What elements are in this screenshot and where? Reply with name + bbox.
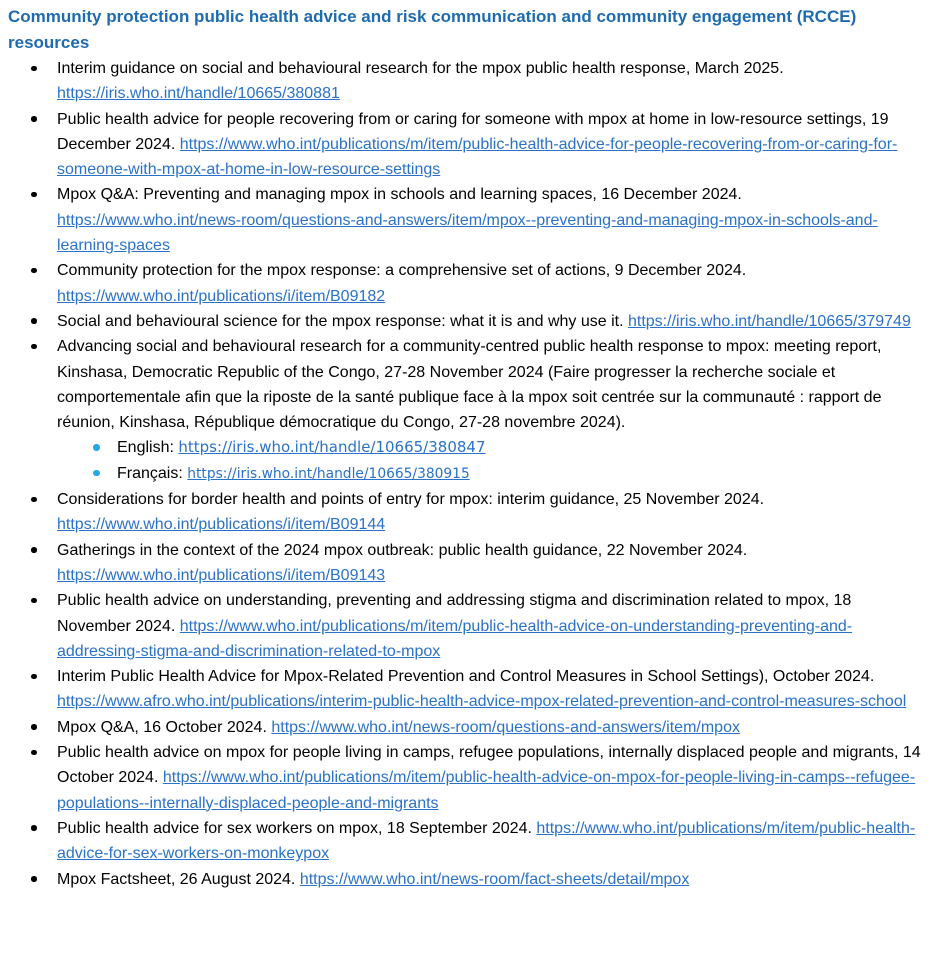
bullet-icon	[31, 318, 37, 324]
sub-list-item	[57, 435, 927, 460]
bullet-marker-column	[8, 867, 57, 892]
resource-text: Interim Public Health Advice for Mpox-Related Prevention and Control Measures in School Settings), October 2024.	[57, 668, 875, 686]
list-item	[8, 334, 935, 487]
sub-item-content	[117, 435, 927, 460]
bullet-marker-column	[8, 182, 57, 258]
bullet-marker-column	[8, 56, 57, 107]
bullet-marker-column	[8, 816, 57, 867]
bullet-marker-column	[8, 309, 57, 334]
resource-link[interactable]: https://www.who.int/publications/i/item/B09143	[57, 566, 386, 584]
sub-item-content	[117, 461, 927, 487]
list-item	[8, 309, 935, 334]
language-sub-list	[57, 435, 927, 487]
list-item-content	[57, 715, 927, 740]
resource-link[interactable]: https://www.who.int/news-room/questions-and-answers/item/mpox	[271, 718, 740, 736]
list-item-content	[57, 740, 927, 816]
list-item	[8, 182, 935, 258]
page-title: Community protection public health advice and risk communication and community engagement (RCCE) resources	[8, 7, 857, 52]
resource-text: Mpox Q&A: Preventing and managing mpox in schools and learning spaces, 16 December 2024.	[57, 186, 742, 204]
bullet-marker-column	[8, 334, 57, 487]
sub-bullet-icon	[93, 444, 100, 451]
list-item	[8, 740, 935, 816]
sub-bullet-marker-column	[57, 435, 117, 460]
sub-bullet-icon	[93, 470, 100, 477]
resource-link[interactable]: https://iris.who.int/handle/10665/379749	[627, 312, 911, 330]
resource-link[interactable]: https://www.who.int/publications/m/item/public-health-advice-for-people-recovering-from-or-caring-for-someone-with-mpox-at-home-in-low-resource-settings	[57, 135, 898, 179]
resource-text: Considerations for border health and points of entry for mpox: interim guidance, 25 November 2024.	[57, 491, 765, 509]
list-item-content	[57, 107, 927, 183]
resource-text: Community protection for the mpox response: a comprehensive set of actions, 9 December 2024.	[57, 262, 747, 280]
bullet-icon	[31, 598, 37, 604]
list-item	[8, 538, 935, 589]
bullet-marker-column	[8, 664, 57, 715]
bullet-icon	[31, 724, 37, 730]
list-item-content	[57, 182, 927, 258]
list-item	[8, 867, 935, 892]
bullet-icon	[31, 750, 37, 756]
bullet-marker-column	[8, 588, 57, 664]
resource-text: Advancing social and behavioural research for a community-centred public health response to mpox: meeting report, Kinshasa, Democratic Republic of the Congo, 27-28 November 2024 (Faire progresser la recherche sociale et comportementale afin que la riposte de la santé publique face à la mpox soit centrée sur la communauté : rapport de réunion, Kinshasa, République démocratique du Congo, 27-28 novembre 2024).	[57, 338, 882, 432]
bullet-marker-column	[8, 487, 57, 538]
resource-text: Interim guidance on social and behavioural research for the mpox public health response, March 2025.	[57, 60, 784, 77]
bullet-marker-column	[8, 107, 57, 183]
resource-text: Public health advice on mpox for people living in camps, refugee populations, internally displaced people and migrants, 14 October 2024.	[57, 744, 921, 787]
list-item-content	[57, 487, 927, 538]
list-item	[8, 487, 935, 538]
resource-link[interactable]: https://www.afro.who.int/publications/interim-public-health-advice-mpox-related-prevention-and-control-measures-school	[57, 693, 907, 711]
bullet-marker-column	[8, 740, 57, 816]
bullet-marker-column	[8, 538, 57, 589]
resource-list	[8, 56, 935, 892]
list-item-content	[57, 334, 927, 487]
resource-link[interactable]: https://www.who.int/publications/m/item/public-health-advice-on-mpox-for-people-living-in-camps--refugee-populations--internally-displaced-people-and-migrants	[57, 769, 916, 812]
language-label: English:	[117, 439, 179, 457]
list-item-content	[57, 258, 927, 309]
resource-link[interactable]: https://www.who.int/publications/m/item/public-health-advice-on-understanding-preventing-and-addressing-stigma-and-discrimination-related-to-mpox	[57, 617, 853, 660]
list-item-content	[57, 56, 927, 107]
list-item	[8, 56, 935, 107]
resource-link[interactable]: https://iris.who.int/handle/10665/380881	[57, 85, 340, 103]
list-item	[8, 664, 935, 715]
language-label: Français:	[117, 464, 188, 482]
list-item	[8, 816, 935, 867]
list-item	[8, 107, 935, 183]
bullet-icon	[31, 876, 37, 882]
list-item-content	[57, 664, 927, 715]
language-link[interactable]: https://iris.who.int/handle/10665/380915	[187, 465, 470, 482]
list-item-content	[57, 867, 927, 892]
bullet-icon	[31, 192, 37, 198]
bullet-icon	[31, 344, 37, 350]
list-item	[8, 715, 935, 740]
resource-text: Mpox Q&A, 16 October 2024.	[57, 718, 272, 736]
resource-text: Public health advice for people recovering from or caring for someone with mpox at home in low-resource settings, 19 December 2024.	[57, 110, 889, 153]
resource-text: Mpox Factsheet, 26 August 2024.	[57, 870, 300, 888]
resource-link[interactable]: https://www.who.int/news-room/fact-sheets/detail/mpox	[299, 870, 690, 888]
resource-text: Public health advice for sex workers on mpox, 18 September 2024.	[57, 819, 537, 837]
list-item-content	[57, 588, 927, 664]
list-item-content	[57, 309, 927, 334]
resource-text: Public health advice on understanding, preventing and addressing stigma and discrimination related to mpox, 18 November 2024.	[57, 592, 852, 635]
list-item	[8, 258, 935, 309]
sub-bullet-marker-column	[57, 461, 117, 487]
language-link[interactable]: https://iris.who.int/handle/10665/380847	[178, 438, 486, 457]
list-item	[8, 588, 935, 664]
sub-list-item	[57, 461, 927, 487]
resource-text: Social and behavioural science for the mpox response: what it is and why use it.	[57, 312, 628, 330]
resource-link[interactable]: https://www.who.int/publications/i/item/B09144	[57, 516, 386, 534]
bullet-icon	[31, 674, 37, 680]
list-item-content	[57, 816, 927, 867]
bullet-icon	[31, 547, 37, 553]
bullet-icon	[31, 116, 37, 122]
bullet-icon	[31, 825, 37, 831]
resource-link[interactable]: https://www.who.int/publications/m/item/public-health-advice-for-sex-workers-on-monkeypox	[57, 819, 916, 863]
bullet-icon	[31, 66, 37, 72]
bullet-icon	[31, 497, 37, 503]
resource-link[interactable]: https://www.who.int/publications/i/item/B09182	[57, 287, 386, 305]
bullet-marker-column	[8, 258, 57, 309]
resource-text: Gatherings in the context of the 2024 mpox outbreak: public health guidance, 22 November 2024.	[57, 541, 748, 559]
resource-link[interactable]: https://www.who.int/news-room/questions-and-answers/item/mpox--preventing-and-managing-mpox-in-schools-and-learning-spaces	[57, 211, 878, 255]
list-item-content	[57, 538, 927, 589]
bullet-marker-column	[8, 715, 57, 740]
bullet-icon	[31, 268, 37, 274]
